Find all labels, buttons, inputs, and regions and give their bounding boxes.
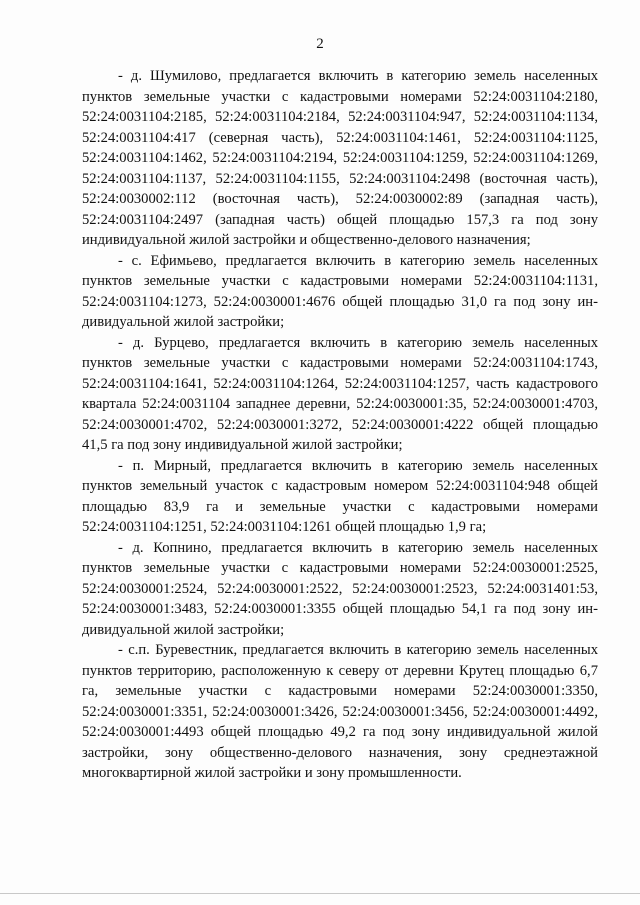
paragraph-shumilovo: - д. Шумилово, предлагается включить в категорию земель населенных пунктов земельные участки с кадастровыми номерами 52:24:0031104:2180, 52:24:0031104:2185, 52:24:0031104:2184, 52:24:0031104:947, 52:24:0031104:1134, 52:24:0031104:417 (северная часть), 52:24:0031104:1461, 52:24:0031104:1125, 52:24:0031104:1462, 52:24:0031104:2194, 52:24:0031104:1259, 52:24:0031104:1269, 52:24:0031104:1137, 52:24:0031104:1155, 52:24:0031104:2498 (восточная часть), 52:24:0030002:112 (восточная часть), 52:24:0030002:89 (западная часть), 52:24:0031104:2497 (западная часть) общей площадью 157,3 га под зону индивидуальной жилой застройки и общественно-делового назначения; <box>82 68 598 248</box>
document-body <box>82 66 598 784</box>
paragraph-burevestnik: - с.п. Буревестник, предлагается включить в категорию земель населенных пунктов территорию, расположенную к северу от деревни Крутец площадью 6,7 га, земельные участки с кадастровыми номерами 52:24:0030001:3350, 52:24:0030001:3351, 52:24:0030001:3426, 52:24:0030001:3456, 52:24:0030001:4492, 52:24:0030001:4493 общей площадью 49,2 га под зону индивидуальной жилой застройки, зону общественно-делового назначения, зону среднеэтажной многоквартирной жилой застройки и зону промышленности. <box>82 642 598 781</box>
scan-edge-line <box>0 893 640 894</box>
paragraph-kopnino: - д. Копнино, предлагается включить в категорию земель населенных пунктов земельные участки с кадастровыми номерами 52:24:0030001:2525, 52:24:0030001:2524, 52:24:0030001:2522, 52:24:0030001:2523, 52:24:0031401:53, 52:24:0030001:3483, 52:24:0030001:3355 общей площадью 54,1 га под зону индивидуальной жилой застройки; <box>82 539 598 638</box>
paragraph-efimevo: - с. Ефимьево, предлагается включить в категорию земель населенных пунктов земельные участки с кадастровыми номерами 52:24:0031104:1131, 52:24:0031104:1273, 52:24:0030001:4676 общей площадью 31,0 га под зону индивидуальной жилой застройки; <box>82 252 598 330</box>
paragraph-burtsevo: - д. Бурцево, предлагается включить в категорию земель населенных пунктов земельные участки с кадастровыми номерами 52:24:0031104:1743, 52:24:0031104:1641, 52:24:0031104:1264, 52:24:0031104:1257, часть кадастрового квартала 52:24:0031104 западнее деревни, 52:24:0030001:35, 52:24:0030001:4703, 52:24:0030001:4702, 52:24:0030001:3272, 52:24:0030001:4222 общей площадью 41,5 га под зону индивидуальной жилой застройки; <box>82 334 598 453</box>
page-number: 2 <box>316 36 324 52</box>
paragraph-mirny: - п. Мирный, предлагается включить в категорию земель населенных пунктов земельный участок с кадастровым номером 52:24:0031104:948 общей площадью 83,9 га и земельные участки с кадастровыми номерами 52:24:0031104:1251, 52:24:0031104:1261 общей площадью 1,9 га; <box>82 457 598 535</box>
